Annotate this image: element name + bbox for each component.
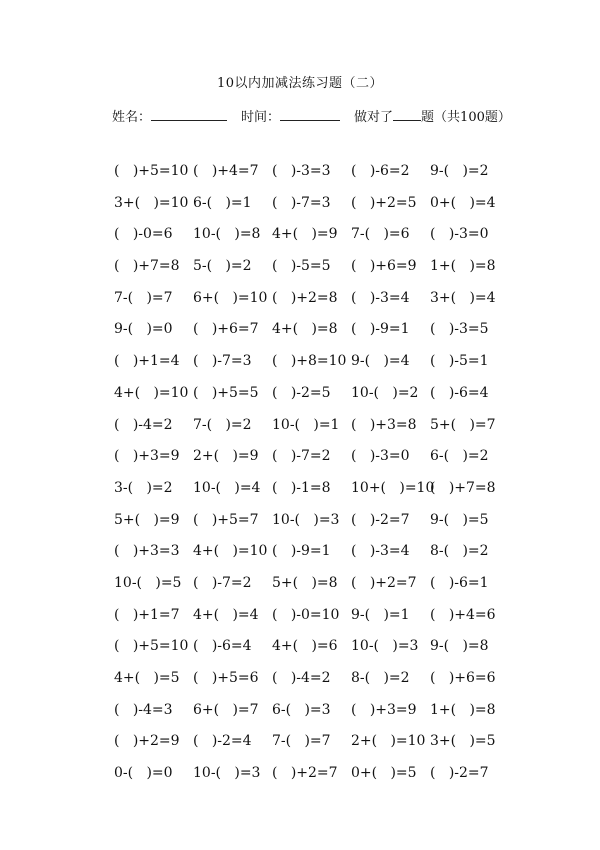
problem-row [114,732,514,764]
math-problem[interactable]: 3+( )=10 [114,194,189,211]
math-problem[interactable]: ( )+5=10 [114,163,189,179]
math-problem[interactable]: 5+( )=7 [430,416,496,433]
math-problem[interactable]: ( )+2=7 [272,765,338,782]
math-problem[interactable]: 2+( )=9 [193,448,259,465]
math-problem[interactable]: ( )-2=5 [272,384,331,401]
math-problem[interactable]: 4+( )=9 [272,226,338,243]
math-problem[interactable]: ( )+5=5 [193,384,259,401]
problem-row [114,637,514,669]
math-problem[interactable]: 1+( )=8 [430,701,496,718]
name-blank[interactable] [151,108,227,121]
math-problem[interactable]: ( )+1=7 [114,606,180,623]
math-problem[interactable]: 9-( )=4 [351,353,410,370]
problem-row [114,542,514,574]
math-problem[interactable]: 10-( )=8 [193,226,261,243]
problem-grid [114,162,514,796]
problem-row [114,225,514,257]
math-problem[interactable]: 9-( )=2 [430,163,489,179]
math-problem[interactable]: ( )-7=2 [193,574,252,591]
problem-row [114,511,514,543]
math-problem[interactable]: 8-( )=2 [430,543,489,560]
math-problem[interactable]: ( )+3=3 [114,543,180,560]
math-problem[interactable]: 3-( )=2 [114,479,173,496]
math-problem[interactable]: ( )-3=3 [272,163,331,179]
math-problem[interactable]: 4+( )=8 [272,321,338,338]
math-problem[interactable]: ( )+5=6 [193,670,259,686]
math-problem[interactable]: ( )+7=8 [430,479,496,496]
math-problem[interactable]: 3+( )=5 [430,733,496,750]
problem-row [114,352,514,384]
math-problem[interactable]: ( )+5=7 [193,511,259,528]
math-problem[interactable]: 9-( )=8 [430,638,489,655]
math-problem[interactable]: 9-( )=5 [430,511,489,528]
correct-count-blank[interactable] [393,108,421,121]
math-problem[interactable]: 9-( )=1 [351,606,410,623]
math-problem[interactable]: ( )-6=2 [351,163,410,179]
student-info-row [112,106,512,125]
time-blank[interactable] [280,108,340,121]
problem-row [114,194,514,226]
math-problem[interactable]: 0+( )=4 [430,194,496,211]
math-problem[interactable]: 10-( )=3 [272,511,340,528]
math-problem[interactable]: ( )-0=10 [272,606,340,623]
math-problem[interactable]: ( )-5=5 [272,258,331,275]
name-label: 姓名： [112,110,152,125]
math-problem[interactable]: 6+( )=7 [193,701,259,718]
math-problem[interactable]: 9-( )=0 [114,321,173,338]
math-problem[interactable]: 7-( )=7 [114,289,173,306]
math-problem[interactable]: 5+( )=9 [114,511,180,528]
problem-row [114,479,514,511]
math-problem[interactable]: 10-( )=5 [114,574,182,591]
problem-row [114,606,514,638]
math-problem[interactable]: ( )-0=6 [114,226,173,243]
problem-row [114,764,514,796]
math-problem[interactable]: ( )-2=7 [351,511,410,528]
math-problem[interactable]: 6-( )=2 [430,448,489,465]
math-problem[interactable]: ( )-3=0 [430,226,489,243]
math-problem[interactable]: ( )-3=4 [351,289,410,306]
problem-row [114,669,514,701]
math-problem[interactable]: 10-( )=4 [193,479,261,496]
math-problem[interactable]: ( )+2=5 [351,194,417,211]
problem-row [114,416,514,448]
math-problem[interactable]: 4+( )=6 [272,638,338,655]
math-problem[interactable]: ( )-4=3 [114,701,173,718]
math-problem[interactable]: 1+( )=8 [430,258,496,275]
math-problem[interactable]: ( )-7=3 [272,194,331,211]
math-problem[interactable]: 8-( )=2 [351,670,410,686]
problem-row [114,447,514,479]
math-problem[interactable]: ( )+1=4 [114,353,180,370]
worksheet-title: 10以内加减法练习题（二） [216,76,384,91]
math-problem[interactable]: ( )-3=4 [351,543,410,560]
math-problem[interactable]: 10-( )=1 [272,416,340,433]
math-problem[interactable]: ( )+6=7 [193,321,259,338]
math-problem[interactable]: 6-( )=1 [193,194,252,211]
math-problem[interactable]: 7-( )=2 [193,416,252,433]
math-problem[interactable]: 3+( )=4 [430,289,496,306]
math-problem[interactable]: ( )-3=5 [430,321,489,338]
math-problem[interactable]: ( )-4=2 [272,670,331,686]
math-problem[interactable]: ( )+6=9 [351,258,417,275]
math-problem[interactable]: ( )-1=8 [272,479,331,496]
math-problem[interactable]: ( )+5=10 [114,638,189,655]
math-problem[interactable]: 10-( )=2 [351,384,419,401]
math-problem[interactable]: ( )+8=10 [272,353,347,370]
math-problem[interactable]: ( )+2=7 [351,574,417,591]
math-problem[interactable]: ( )+4=6 [430,606,496,623]
math-problem[interactable]: ( )+3=9 [114,448,180,465]
problem-row [114,701,514,733]
problem-row [114,257,514,289]
math-problem[interactable]: ( )+3=9 [351,701,417,718]
math-problem[interactable]: 4+( )=5 [114,670,180,686]
math-problem[interactable]: 0-( )=0 [114,765,173,782]
math-problem[interactable]: ( )-2=7 [430,765,489,782]
math-problem[interactable]: 7-( )=7 [272,733,331,750]
math-problem[interactable]: 5+( )=8 [272,574,338,591]
math-problem[interactable]: 6+( )=10 [193,289,268,306]
math-problem[interactable]: ( )+6=6 [430,670,496,686]
math-problem[interactable]: 4+( )=4 [193,606,259,623]
math-problem[interactable]: 10-( )=3 [351,638,419,655]
problem-row [114,574,514,606]
math-problem[interactable]: ( )-9=1 [272,543,331,560]
math-problem[interactable]: 5-( )=2 [193,258,252,275]
math-problem[interactable]: ( )-4=2 [114,416,173,433]
math-problem[interactable]: ( )-7=2 [272,448,331,465]
math-problem[interactable]: ( )-7=3 [193,353,252,370]
math-problem[interactable]: ( )-6=1 [430,574,489,591]
math-problem[interactable]: ( )-9=1 [351,321,410,338]
problem-row [114,320,514,352]
math-problem[interactable]: 7-( )=6 [351,226,410,243]
problem-row [114,162,514,194]
math-problem[interactable]: 6-( )=3 [272,701,331,718]
time-label: 时间： [241,110,281,125]
math-problem[interactable]: 10+( )=10 [351,479,435,496]
math-problem[interactable]: 10-( )=3 [193,765,261,782]
math-problem[interactable]: 2+( )=10 [351,733,426,750]
math-problem[interactable]: ( )-6=4 [430,384,489,401]
correct-suffix: 题（共100题） [421,110,511,125]
math-problem[interactable]: ( )-3=0 [351,448,410,465]
problem-row [114,384,514,416]
correct-label: 做对了 [354,110,394,125]
math-problem[interactable]: ( )+3=8 [351,416,417,433]
math-problem[interactable]: ( )-6=4 [193,638,252,655]
math-problem[interactable]: 0+( )=5 [351,765,417,782]
math-problem[interactable]: ( )-5=1 [430,353,489,370]
math-problem[interactable]: ( )+7=8 [114,258,180,275]
math-problem[interactable]: ( )-2=4 [193,733,252,750]
math-problem[interactable]: 4+( )=10 [114,384,189,401]
math-problem[interactable]: ( )+4=7 [193,163,259,179]
math-problem[interactable]: ( )+2=8 [272,289,338,306]
math-problem[interactable]: ( )+2=9 [114,733,180,750]
problem-row [114,289,514,321]
math-problem[interactable]: 4+( )=10 [193,543,268,560]
